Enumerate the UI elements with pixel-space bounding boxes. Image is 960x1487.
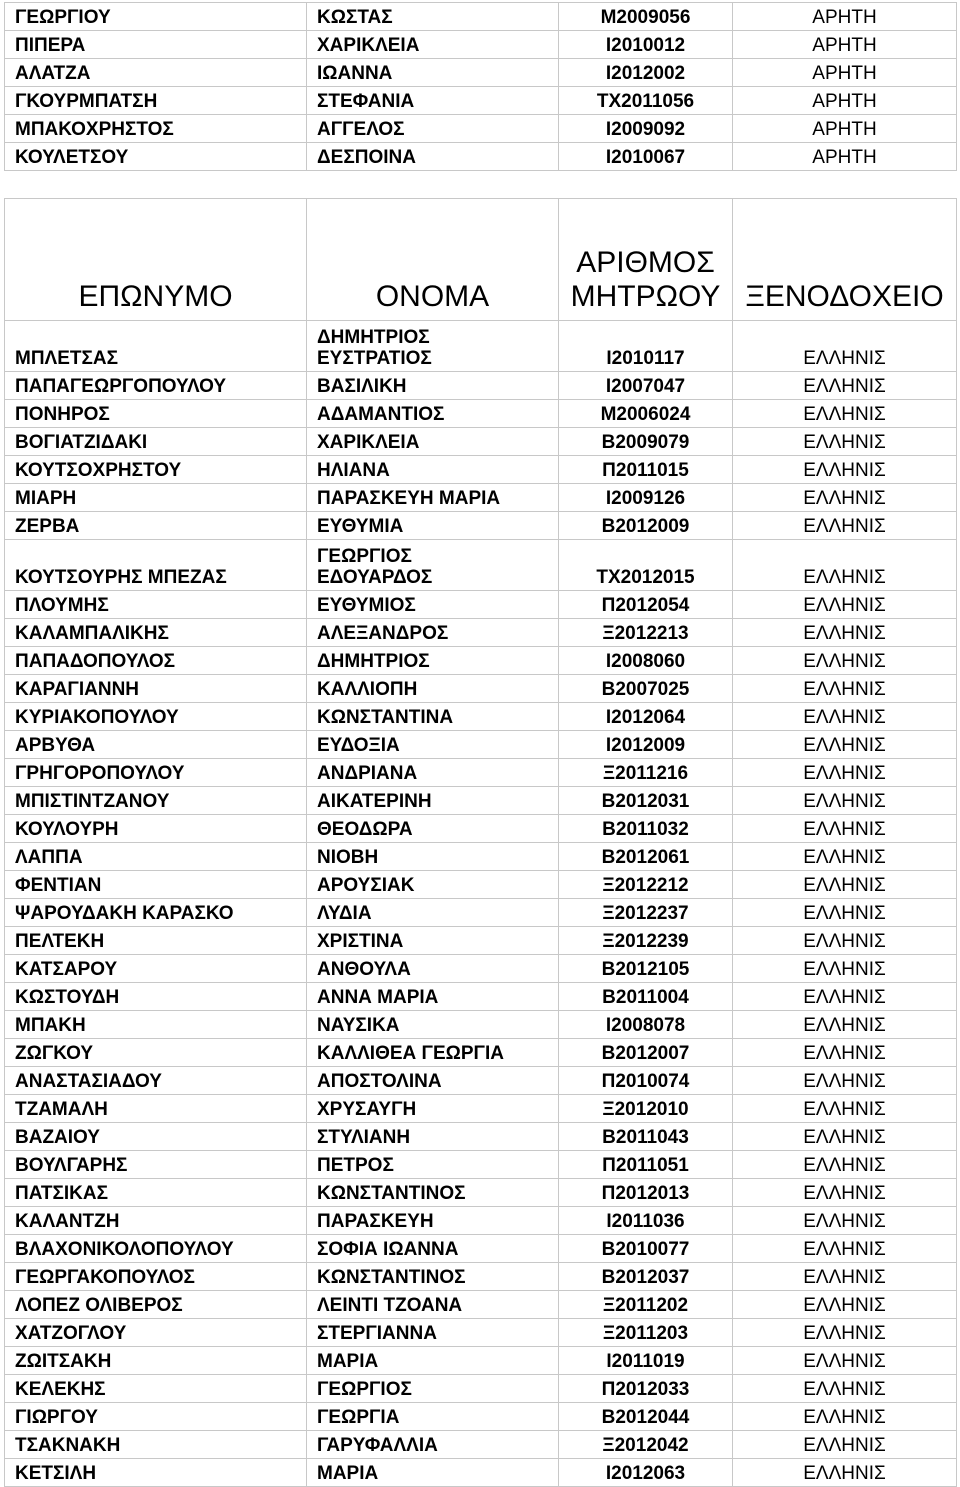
name-cell: ΔΕΣΠΟΙΝΑ	[307, 143, 559, 171]
main-table	[4, 198, 957, 1487]
surname-cell: ΓΡΗΓΟΡΟΠΟΥΛΟΥ	[5, 759, 307, 787]
hotel-cell: ΑΡΗΤΗ	[733, 87, 957, 115]
registry-cell: Π2011015	[559, 456, 733, 484]
name-cell-line: ΔΗΜΗΤΡΙΟΣ	[317, 651, 430, 672]
registry-cell: Ξ2011216	[559, 759, 733, 787]
header-hotel: ΞΕΝΟΔΟΧΕΙΟ	[733, 199, 957, 321]
surname-cell: ΓΕΩΡΓΑΚΟΠΟΥΛΟΣ	[5, 1263, 307, 1291]
surname-cell: ΜΙΑΡΗ	[5, 484, 307, 512]
name-cell	[307, 1319, 559, 1347]
table-row	[5, 31, 957, 59]
table-row	[5, 1291, 957, 1319]
hotel-cell: ΕΛΛΗΝΙΣ	[733, 1347, 957, 1375]
registry-cell: Β2011004	[559, 983, 733, 1011]
name-cell	[307, 591, 559, 619]
registry-cell: Π2012013	[559, 1179, 733, 1207]
name-cell	[307, 321, 559, 372]
registry-cell: Μ2009056	[559, 3, 733, 31]
table-row	[5, 143, 957, 171]
name-cell	[307, 372, 559, 400]
hotel-cell: ΕΛΛΗΝΙΣ	[733, 619, 957, 647]
surname-cell: ΨΑΡΟΥΔΑΚΗ ΚΑΡΑΣΚΟ	[5, 899, 307, 927]
surname-cell: ΧΑΤΖΟΓΛΟΥ	[5, 1319, 307, 1347]
name-cell-line: ΝΑΥΣΙΚΑ	[317, 1015, 400, 1036]
hotel-cell: ΕΛΛΗΝΙΣ	[733, 703, 957, 731]
table-row	[5, 1347, 957, 1375]
name-cell	[307, 787, 559, 815]
header-surname: ΕΠΩΝΥΜΟ	[5, 199, 307, 321]
table-row	[5, 1263, 957, 1291]
hotel-cell: ΕΛΛΗΝΙΣ	[733, 871, 957, 899]
registry-cell: Ι2012064	[559, 703, 733, 731]
hotel-cell: ΕΛΛΗΝΙΣ	[733, 1067, 957, 1095]
name-cell	[307, 1263, 559, 1291]
name-cell	[307, 540, 559, 591]
name-cell	[307, 675, 559, 703]
name-cell-line: ΓΕΩΡΓΙΟΣ	[317, 546, 412, 567]
name-cell	[307, 1207, 559, 1235]
header-registry-line1: ΑΡΙΘΜΟΣ	[576, 246, 715, 279]
table-row	[5, 484, 957, 512]
name-cell-line: ΑΝΔΡΙΑΝΑ	[317, 763, 418, 784]
surname-cell: ΠΑΤΣΙΚΑΣ	[5, 1179, 307, 1207]
name-cell	[307, 400, 559, 428]
table-row	[5, 647, 957, 675]
main-table-body	[5, 321, 957, 1487]
table-row	[5, 1123, 957, 1151]
name-cell	[307, 983, 559, 1011]
name-cell	[307, 1067, 559, 1095]
table-row	[5, 87, 957, 115]
registry-cell: Π2012054	[559, 591, 733, 619]
name-cell-line: ΠΑΡΑΣΚΕΥΗ ΜΑΡΙΑ	[317, 488, 501, 509]
name-cell	[307, 428, 559, 456]
registry-cell: ΤΧ2012015	[559, 540, 733, 591]
name-cell-line: ΚΩΝΣΤΑΝΤΙΝΟΣ	[317, 1183, 466, 1204]
registry-cell: Β2012031	[559, 787, 733, 815]
name-cell: ΙΩΑΝΝΑ	[307, 59, 559, 87]
name-cell	[307, 512, 559, 540]
hotel-cell: ΕΛΛΗΝΙΣ	[733, 1263, 957, 1291]
surname-cell: ΠΑΠΑΓΕΩΡΓΟΠΟΥΛΟΥ	[5, 372, 307, 400]
hotel-cell: ΑΡΗΤΗ	[733, 115, 957, 143]
name-cell: ΣΤΕΦΑΝΙΑ	[307, 87, 559, 115]
registry-cell: Β2012037	[559, 1263, 733, 1291]
surname-cell: ΤΣΑΚΝΑΚΗ	[5, 1431, 307, 1459]
table-row	[5, 3, 957, 31]
table-row	[5, 372, 957, 400]
table-row	[5, 759, 957, 787]
name-cell-line: ΧΑΡΙΚΛΕΙΑ	[317, 432, 420, 453]
table-row	[5, 59, 957, 87]
registry-cell: Β2010077	[559, 1235, 733, 1263]
registry-cell: Ι2009126	[559, 484, 733, 512]
hotel-cell: ΕΛΛΗΝΙΣ	[733, 1151, 957, 1179]
hotel-cell: ΕΛΛΗΝΙΣ	[733, 1459, 957, 1487]
registry-cell: Β2012061	[559, 843, 733, 871]
surname-cell: ΓΚΟΥΡΜΠΑΤΣΗ	[5, 87, 307, 115]
hotel-cell: ΕΛΛΗΝΙΣ	[733, 1207, 957, 1235]
hotel-cell: ΕΛΛΗΝΙΣ	[733, 1123, 957, 1151]
name-cell-line: ΑΡΟΥΣΙΑΚ	[317, 875, 415, 896]
name-cell-line: ΚΑΛΛΙΟΠΗ	[317, 679, 418, 700]
table-row	[5, 927, 957, 955]
name-cell-line: ΣΤΥΛΙΑΝΗ	[317, 1127, 411, 1148]
table-row	[5, 1179, 957, 1207]
name-cell-line: ΣΟΦΙΑ ΙΩΑΝΝΑ	[317, 1239, 459, 1260]
name-cell-line: ΧΡΥΣΑΥΓΗ	[317, 1099, 417, 1120]
surname-cell: ΚΟΥΤΣΟΥΡΗΣ ΜΠΕΖΑΣ	[5, 540, 307, 591]
name-cell-line: ΓΑΡΥΦΑΛΛΙΑ	[317, 1435, 438, 1456]
name-cell-line: ΑΝΝΑ ΜΑΡΙΑ	[317, 987, 439, 1008]
surname-cell: ΚΕΛΕΚΗΣ	[5, 1375, 307, 1403]
registry-cell: Ι2007047	[559, 372, 733, 400]
hotel-cell: ΕΛΛΗΝΙΣ	[733, 1291, 957, 1319]
name-cell	[307, 731, 559, 759]
table-row	[5, 512, 957, 540]
name-cell	[307, 899, 559, 927]
name-cell	[307, 1123, 559, 1151]
name-cell	[307, 619, 559, 647]
registry-cell: Ι2012063	[559, 1459, 733, 1487]
name-cell	[307, 1235, 559, 1263]
table-row	[5, 1095, 957, 1123]
surname-cell: ΠΕΛΤΕΚΗ	[5, 927, 307, 955]
table-row	[5, 1039, 957, 1067]
name-cell-line: ΚΩΝΣΤΑΝΤΙΝΟΣ	[317, 1267, 466, 1288]
surname-cell: ΚΥΡΙΑΚΟΠΟΥΛΟΥ	[5, 703, 307, 731]
hotel-cell: ΕΛΛΗΝΙΣ	[733, 1319, 957, 1347]
name-cell-line: ΑΝΘΟΥΛΑ	[317, 959, 411, 980]
surname-cell: ΑΛΑΤΖΑ	[5, 59, 307, 87]
name-cell-line: ΓΕΩΡΓΙΟΣ	[317, 1379, 412, 1400]
name-cell	[307, 1011, 559, 1039]
surname-cell: ΚΟΥΛΕΤΣΟΥ	[5, 143, 307, 171]
name-cell	[307, 1375, 559, 1403]
surname-cell: ΖΕΡΒΑ	[5, 512, 307, 540]
registry-cell: Ξ2012237	[559, 899, 733, 927]
name-cell-line: ΜΑΡΙΑ	[317, 1463, 379, 1484]
hotel-cell: ΑΡΗΤΗ	[733, 143, 957, 171]
table-row	[5, 400, 957, 428]
registry-cell: Μ2006024	[559, 400, 733, 428]
table-row	[5, 540, 957, 591]
registry-cell: Ξ2012010	[559, 1095, 733, 1123]
name-cell	[307, 955, 559, 983]
surname-cell: ΚΑΛΑΝΤΖΗ	[5, 1207, 307, 1235]
name-cell-line: ΒΑΣΙΛΙΚΗ	[317, 376, 407, 397]
registry-cell: Ι2010067	[559, 143, 733, 171]
table-row	[5, 1207, 957, 1235]
registry-cell: Β2012044	[559, 1403, 733, 1431]
hotel-cell: ΕΛΛΗΝΙΣ	[733, 1179, 957, 1207]
hotel-cell: ΕΛΛΗΝΙΣ	[733, 1011, 957, 1039]
top-table	[4, 2, 957, 171]
surname-cell: ΜΠΙΣΤΙΝΤΖΑΝΟΥ	[5, 787, 307, 815]
surname-cell: ΜΠΑΚΟΧΡΗΣΤΟΣ	[5, 115, 307, 143]
surname-cell: ΖΩΓΚΟΥ	[5, 1039, 307, 1067]
registry-cell: Ι2011019	[559, 1347, 733, 1375]
name-cell	[307, 703, 559, 731]
name-cell	[307, 1151, 559, 1179]
registry-cell: Ι2008060	[559, 647, 733, 675]
registry-cell: Β2007025	[559, 675, 733, 703]
table-row	[5, 675, 957, 703]
registry-cell: Ι2009092	[559, 115, 733, 143]
table-row	[5, 815, 957, 843]
hotel-cell: ΕΛΛΗΝΙΣ	[733, 955, 957, 983]
hotel-cell: ΑΡΗΤΗ	[733, 59, 957, 87]
surname-cell: ΚΑΛΑΜΠΑΛΙΚΗΣ	[5, 619, 307, 647]
name-cell-line: ΠΕΤΡΟΣ	[317, 1155, 394, 1176]
registry-cell: Ι2012002	[559, 59, 733, 87]
table-row	[5, 1067, 957, 1095]
hotel-cell: ΑΡΗΤΗ	[733, 3, 957, 31]
hotel-cell: ΕΛΛΗΝΙΣ	[733, 731, 957, 759]
surname-cell: ΒΟΥΛΓΑΡΗΣ	[5, 1151, 307, 1179]
registry-cell: Ξ2012213	[559, 619, 733, 647]
table-row	[5, 703, 957, 731]
table-row	[5, 955, 957, 983]
surname-cell: ΠΑΠΑΔΟΠΟΥΛΟΣ	[5, 647, 307, 675]
registry-cell: Ι2010012	[559, 31, 733, 59]
hotel-cell: ΕΛΛΗΝΙΣ	[733, 428, 957, 456]
name-cell	[307, 871, 559, 899]
hotel-cell: ΕΛΛΗΝΙΣ	[733, 400, 957, 428]
surname-cell: ΛΑΠΠΑ	[5, 843, 307, 871]
name-cell	[307, 759, 559, 787]
registry-cell: Π2012033	[559, 1375, 733, 1403]
name-cell-line: ΛΥΔΙΑ	[317, 903, 372, 924]
hotel-cell: ΕΛΛΗΝΙΣ	[733, 983, 957, 1011]
surname-cell: ΖΩΙΤΣΑΚΗ	[5, 1347, 307, 1375]
name-cell	[307, 484, 559, 512]
table-row	[5, 843, 957, 871]
name-cell-line: ΧΡΙΣΤΙΝΑ	[317, 931, 404, 952]
table-row	[5, 1431, 957, 1459]
hotel-cell: ΕΛΛΗΝΙΣ	[733, 456, 957, 484]
surname-cell: ΤΖΑΜΑΛΗ	[5, 1095, 307, 1123]
surname-cell: ΒΛΑΧΟΝΙΚΟΛΟΠΟΥΛΟΥ	[5, 1235, 307, 1263]
registry-cell: Π2010074	[559, 1067, 733, 1095]
name-cell	[307, 1459, 559, 1487]
table-row	[5, 899, 957, 927]
hotel-cell: ΕΛΛΗΝΙΣ	[733, 1095, 957, 1123]
surname-cell: ΑΡΒΥΘΑ	[5, 731, 307, 759]
hotel-cell: ΕΛΛΗΝΙΣ	[733, 540, 957, 591]
name-cell-line: ΕΔΟΥΑΡΔΟΣ	[317, 567, 433, 588]
table-row	[5, 1235, 957, 1263]
name-cell-line: ΔΗΜΗΤΡΙΟΣ	[317, 327, 430, 348]
name-cell	[307, 1179, 559, 1207]
name-cell-line: ΕΥΘΥΜΙΑ	[317, 516, 404, 537]
table-row	[5, 1375, 957, 1403]
name-cell-line: ΚΩΝΣΤΑΝΤΙΝΑ	[317, 707, 454, 728]
name-cell: ΧΑΡΙΚΛΕΙΑ	[307, 31, 559, 59]
registry-cell: Β2012009	[559, 512, 733, 540]
hotel-cell: ΕΛΛΗΝΙΣ	[733, 815, 957, 843]
name-cell	[307, 927, 559, 955]
table-row	[5, 456, 957, 484]
table-row	[5, 1459, 957, 1487]
table-row	[5, 591, 957, 619]
registry-cell: Β2012105	[559, 955, 733, 983]
table-row	[5, 115, 957, 143]
name-cell	[307, 647, 559, 675]
surname-cell: ΚΑΡΑΓΙΑΝΝΗ	[5, 675, 307, 703]
registry-cell: Ξ2012212	[559, 871, 733, 899]
hotel-cell: ΕΛΛΗΝΙΣ	[733, 321, 957, 372]
table-row	[5, 1403, 957, 1431]
registry-cell: Ξ2011202	[559, 1291, 733, 1319]
table-row	[5, 619, 957, 647]
table-row	[5, 871, 957, 899]
name-cell-line: ΣΤΕΡΓΙΑΝΝΑ	[317, 1323, 437, 1344]
name-cell-line: ΕΥΣΤΡΑΤΙΟΣ	[317, 348, 432, 369]
surname-cell: ΦΕΝΤΙΑΝ	[5, 871, 307, 899]
name-cell	[307, 1039, 559, 1067]
registry-cell: Π2011051	[559, 1151, 733, 1179]
name-cell-line: ΑΠΟΣΤΟΛΙΝΑ	[317, 1071, 442, 1092]
name-cell	[307, 843, 559, 871]
name-cell	[307, 456, 559, 484]
registry-cell: Ξ2012239	[559, 927, 733, 955]
surname-cell: ΒΟΓΙΑΤΖΙΔΑΚΙ	[5, 428, 307, 456]
surname-cell: ΠΛΟΥΜΗΣ	[5, 591, 307, 619]
hotel-cell: ΕΛΛΗΝΙΣ	[733, 1235, 957, 1263]
registry-cell: Β2011043	[559, 1123, 733, 1151]
hotel-cell: ΕΛΛΗΝΙΣ	[733, 484, 957, 512]
header-row	[5, 199, 957, 321]
surname-cell: ΒΑΖΑΙΟΥ	[5, 1123, 307, 1151]
table-row	[5, 983, 957, 1011]
name-cell-line: ΕΥΔΟΞΙΑ	[317, 735, 400, 756]
name-cell-line: ΗΛΙΑΝΑ	[317, 460, 390, 481]
table-row	[5, 428, 957, 456]
registry-cell: Β2009079	[559, 428, 733, 456]
surname-cell: ΜΠΑΚΗ	[5, 1011, 307, 1039]
name-cell: ΚΩΣΤΑΣ	[307, 3, 559, 31]
name-cell-line: ΠΑΡΑΣΚΕΥΗ	[317, 1211, 434, 1232]
name-cell-line: ΝΙΟΒΗ	[317, 847, 379, 868]
name-cell-line: ΕΥΘΥΜΙΟΣ	[317, 595, 416, 616]
surname-cell: ΓΕΩΡΓΙΟΥ	[5, 3, 307, 31]
hotel-cell: ΕΛΛΗΝΙΣ	[733, 512, 957, 540]
table-row	[5, 1151, 957, 1179]
header-registry-number	[559, 199, 733, 321]
name-cell-line: ΑΛΕΞΑΝΔΡΟΣ	[317, 623, 449, 644]
registry-cell: Ι2010117	[559, 321, 733, 372]
top-table-body	[5, 3, 957, 171]
header-name: ΟΝΟΜΑ	[307, 199, 559, 321]
hotel-cell: ΕΛΛΗΝΙΣ	[733, 591, 957, 619]
name-cell-line: ΑΙΚΑΤΕΡΙΝΗ	[317, 791, 432, 812]
name-cell-line: ΓΕΩΡΓΙΑ	[317, 1407, 400, 1428]
surname-cell: ΚΟΥΤΣΟΧΡΗΣΤΟΥ	[5, 456, 307, 484]
surname-cell: ΚΑΤΣΑΡΟΥ	[5, 955, 307, 983]
header-registry-line2: ΜΗΤΡΩΟΥ	[570, 280, 721, 313]
registry-cell: Ι2012009	[559, 731, 733, 759]
registry-cell: Ξ2011203	[559, 1319, 733, 1347]
name-cell: ΑΓΓΕΛΟΣ	[307, 115, 559, 143]
surname-cell: ΑΝΑΣΤΑΣΙΑΔΟΥ	[5, 1067, 307, 1095]
name-cell-line: ΚΑΛΛΙΘΕΑ ΓΕΩΡΓΙΑ	[317, 1043, 504, 1064]
name-cell-line: ΜΑΡΙΑ	[317, 1351, 379, 1372]
name-cell-line: ΑΔΑΜΑΝΤΙΟΣ	[317, 404, 445, 425]
table-row	[5, 787, 957, 815]
surname-cell: ΠΟΝΗΡΟΣ	[5, 400, 307, 428]
table-row	[5, 731, 957, 759]
surname-cell: ΚΕΤΣΙΛΗ	[5, 1459, 307, 1487]
registry-cell: Β2012007	[559, 1039, 733, 1067]
registry-cell: ΤΧ2011056	[559, 87, 733, 115]
hotel-cell: ΕΛΛΗΝΙΣ	[733, 927, 957, 955]
name-cell	[307, 1291, 559, 1319]
registry-cell: Ξ2012042	[559, 1431, 733, 1459]
hotel-cell: ΕΛΛΗΝΙΣ	[733, 1431, 957, 1459]
hotel-cell: ΕΛΛΗΝΙΣ	[733, 372, 957, 400]
surname-cell: ΠΙΠΕΡΑ	[5, 31, 307, 59]
name-cell	[307, 1403, 559, 1431]
table-row	[5, 1319, 957, 1347]
hotel-cell: ΕΛΛΗΝΙΣ	[733, 843, 957, 871]
table-row	[5, 321, 957, 372]
registry-cell: Ι2008078	[559, 1011, 733, 1039]
hotel-cell: ΕΛΛΗΝΙΣ	[733, 787, 957, 815]
hotel-cell: ΕΛΛΗΝΙΣ	[733, 1375, 957, 1403]
registry-cell: Β2011032	[559, 815, 733, 843]
hotel-cell: ΕΛΛΗΝΙΣ	[733, 1039, 957, 1067]
name-cell-line: ΘΕΟΔΩΡΑ	[317, 819, 413, 840]
name-cell	[307, 1095, 559, 1123]
surname-cell: ΚΩΣΤΟΥΔΗ	[5, 983, 307, 1011]
name-cell	[307, 1431, 559, 1459]
name-cell	[307, 815, 559, 843]
hotel-cell: ΕΛΛΗΝΙΣ	[733, 647, 957, 675]
name-cell	[307, 1347, 559, 1375]
hotel-cell: ΕΛΛΗΝΙΣ	[733, 759, 957, 787]
registry-cell: Ι2011036	[559, 1207, 733, 1235]
hotel-cell: ΕΛΛΗΝΙΣ	[733, 675, 957, 703]
table-row	[5, 1011, 957, 1039]
surname-cell: ΜΠΛΕΤΣΑΣ	[5, 321, 307, 372]
name-cell-line: ΛΕΙΝΤΙ ΤΖΟΑΝΑ	[317, 1295, 463, 1316]
surname-cell: ΓΙΩΡΓΟΥ	[5, 1403, 307, 1431]
surname-cell: ΚΟΥΛΟΥΡΗ	[5, 815, 307, 843]
surname-cell: ΛΟΠΕΖ ΟΛΙΒΕΡΟΣ	[5, 1291, 307, 1319]
hotel-cell: ΕΛΛΗΝΙΣ	[733, 1403, 957, 1431]
hotel-cell: ΑΡΗΤΗ	[733, 31, 957, 59]
hotel-cell: ΕΛΛΗΝΙΣ	[733, 899, 957, 927]
